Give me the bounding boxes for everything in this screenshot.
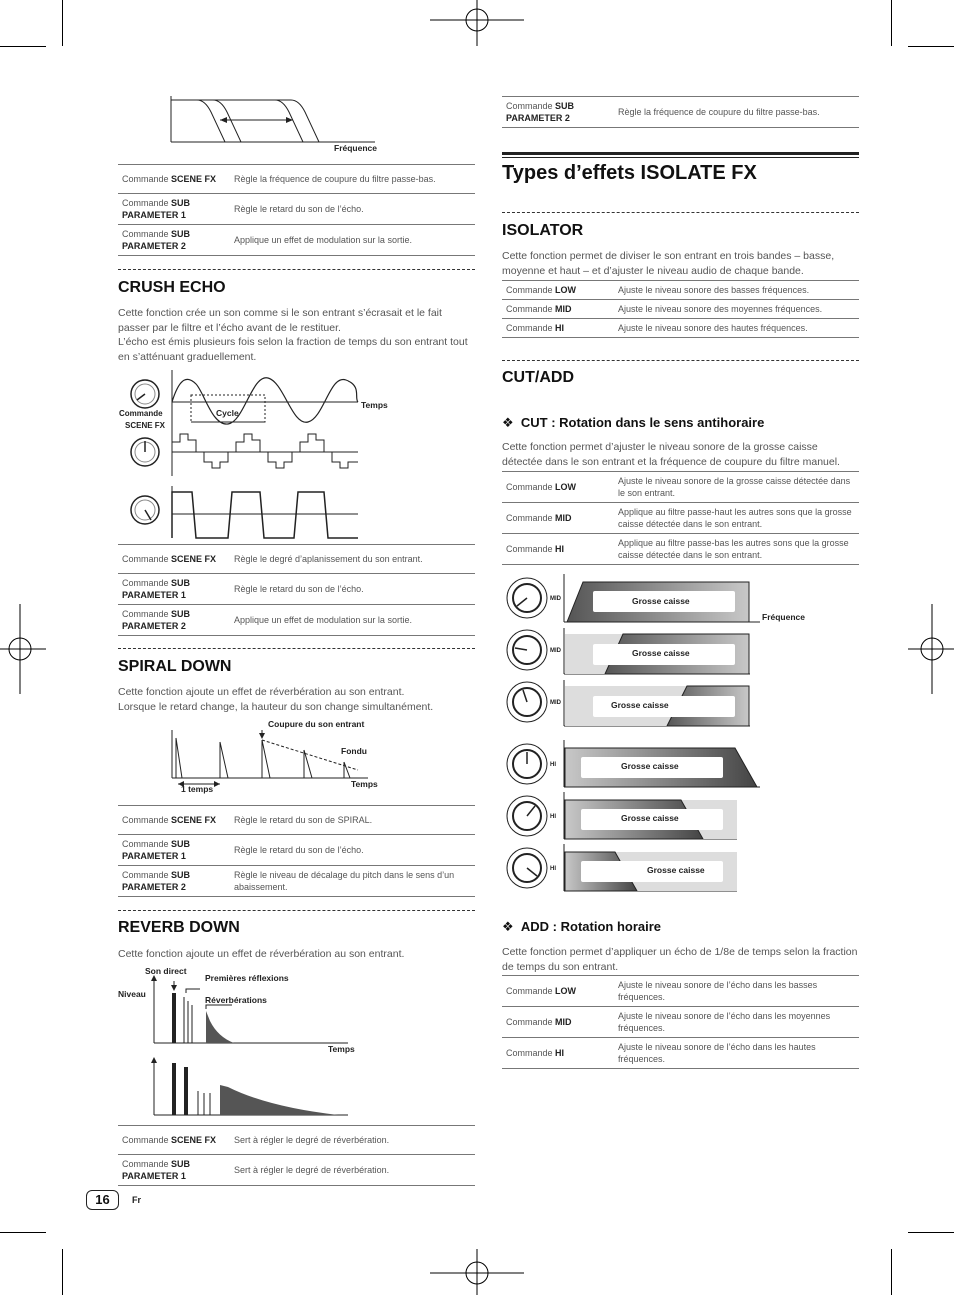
description-cell: Règle le retard du son de l’écho.: [230, 194, 475, 225]
commande-label: Commande: [119, 409, 163, 418]
crop-mark: [908, 1232, 954, 1233]
kick-label: Grosse caisse: [621, 761, 679, 771]
command-cell: Commande SUB PARAMETER 1: [118, 194, 230, 225]
table-row: [502, 472, 859, 503]
mid-knob-label: MID: [550, 596, 561, 602]
reverb-down-desc: Cette fonction ajoute un effet de réverbération au son entrant.: [118, 948, 405, 960]
command-cell: Commande SUB PARAMETER 1: [118, 1155, 230, 1186]
command-cell: Commande SCENE FX: [118, 806, 230, 835]
fade-label: Fondu: [341, 746, 367, 756]
time-label: Temps: [351, 779, 378, 789]
language-label: Fr: [132, 1195, 141, 1205]
table-row: [118, 225, 475, 256]
command-cell: Commande MID: [502, 1007, 614, 1038]
description-cell: Ajuste le niveau sonore de la grosse caisse détectée dans le son entrant.: [614, 472, 859, 503]
description-cell: Applique au filtre passe-bas les autres sons que la grosse caisse détectée dans le son entrant.: [614, 534, 859, 565]
description-cell: Règle le degré d’aplanissement du son entrant.: [230, 545, 475, 574]
command-cell: Commande LOW: [502, 472, 614, 503]
isolate-fx-title: Types d’effets ISOLATE FX: [502, 162, 757, 184]
registration-mark: [430, 0, 524, 46]
section-divider: [502, 360, 859, 361]
frequency-label: Fréquence: [762, 612, 805, 622]
crop-mark: [0, 1232, 46, 1233]
crop-mark: [908, 46, 954, 47]
description-cell: Ajuste le niveau sonore des moyennes fréquences.: [614, 300, 859, 319]
command-cell: Commande SCENE FX: [118, 1126, 230, 1155]
cutoff-label: Coupure du son entrant: [268, 719, 365, 729]
crop-mark: [0, 46, 46, 47]
hi-knob-label: HI: [550, 866, 556, 872]
add-desc: Cette fonction permet d’appliquer un écho de 1/8e de temps selon la fraction de temps du son entrant.: [502, 946, 858, 973]
command-cell: Commande SUB PARAMETER 2: [118, 866, 230, 897]
table-row: [118, 866, 475, 897]
table-row: [118, 806, 475, 835]
scene-fx-label: SCENE FX: [125, 421, 166, 430]
reverberations-label: Réverbérations: [205, 995, 267, 1005]
kick-label: Grosse caisse: [647, 865, 705, 875]
table-row: [118, 194, 475, 225]
table-row: [502, 281, 859, 300]
table-row: [502, 300, 859, 319]
description-cell: Sert à régler le degré de réverbération.: [230, 1155, 475, 1186]
add-table: [502, 975, 859, 1069]
crop-mark: [62, 1249, 63, 1295]
isolator-title: ISOLATOR: [502, 222, 584, 239]
frequency-label: Fréquence: [334, 143, 377, 153]
description-cell: Ajuste le niveau sonore des basses fréquences.: [614, 281, 859, 300]
spiral-down-diagram: [168, 728, 368, 790]
hi-knob-label: HI: [550, 814, 556, 820]
table-row: [502, 503, 859, 534]
table-row: [118, 605, 475, 636]
command-cell: Commande SCENE FX: [118, 545, 230, 574]
level-label: Niveau: [118, 989, 146, 999]
table-row: [502, 976, 859, 1007]
crush-top-table: [118, 164, 475, 256]
crush-echo-desc: Cette fonction crée un son comme si le son entrant s’écrasait et le fait passer par le filtre et l’écho avant de le restituer. L’écho est émis plusieurs fois selon la fraction de temps du son entrant tout en s’atténuant graduellement.: [118, 307, 468, 363]
description-cell: Ajuste le niveau sonore de l’écho dans les basses fréquences.: [614, 976, 859, 1007]
section-divider: [502, 212, 859, 213]
crop-mark: [891, 1249, 892, 1295]
command-cell: Commande SUB PARAMETER 2: [118, 225, 230, 256]
command-cell: Commande SUB PARAMETER 1: [118, 574, 230, 605]
command-cell: Commande SUB PARAMETER 2: [502, 97, 614, 128]
right-top-table: [502, 96, 859, 128]
registration-mark: [908, 604, 954, 694]
crop-mark: [62, 0, 63, 46]
description-cell: Règle le retard du son de l’écho.: [230, 574, 475, 605]
command-cell: Commande HI: [502, 534, 614, 565]
table-row: [118, 835, 475, 866]
command-cell: Commande SCENE FX: [118, 165, 230, 194]
command-cell: Commande SUB PARAMETER 1: [118, 835, 230, 866]
early-reflections-label: Premières réflexions: [205, 973, 289, 983]
description-cell: Applique un effet de modulation sur la sortie.: [230, 225, 475, 256]
title-rule: [502, 157, 859, 158]
kick-filter-diagrams: [505, 572, 765, 902]
spiral-down-desc: Cette fonction ajoute un effet de réverbération au son entrant. Lorsque le retard change, la hauteur du son change simultanément.: [118, 686, 434, 713]
description-cell: Règle le retard du son de l’écho.: [230, 835, 475, 866]
description-cell: Règle la fréquence de coupure du filtre passe-bas.: [614, 97, 859, 128]
table-row: [118, 574, 475, 605]
crush-echo-title: CRUSH ECHO: [118, 279, 226, 296]
time-label: Temps: [361, 400, 388, 410]
table-row: [118, 165, 475, 194]
description-cell: Règle le retard du son de SPIRAL.: [230, 806, 475, 835]
isolator-desc: Cette fonction permet de diviser le son entrant en trois bandes – basse, moyenne et haut – et d’ajuster le niveau audio de chaque bande.: [502, 250, 835, 277]
crush-echo-table: [118, 544, 475, 636]
cycle-label: Cycle: [216, 408, 239, 418]
table-row: [118, 1155, 475, 1186]
description-cell: Applique un effet de modulation sur la sortie.: [230, 605, 475, 636]
table-row: [502, 1038, 859, 1069]
page-number: 16: [86, 1190, 119, 1210]
table-row: [502, 1007, 859, 1038]
command-cell: Commande HI: [502, 1038, 614, 1069]
command-cell: Commande LOW: [502, 976, 614, 1007]
one-beat-label: 1 temps: [181, 784, 214, 794]
description-cell: Règle la fréquence de coupure du filtre passe-bas.: [230, 165, 475, 194]
description-cell: Applique au filtre passe-haut les autres sons que la grosse caisse détectée dans le son entrant.: [614, 503, 859, 534]
cut-subheading: ❖ CUT : Rotation dans le sens antihoraire: [502, 415, 765, 430]
table-row: [118, 545, 475, 574]
section-divider: [118, 648, 475, 649]
direct-sound-label: Son direct: [145, 966, 187, 976]
command-cell: Commande LOW: [502, 281, 614, 300]
description-cell: Sert à régler le degré de réverbération.: [230, 1126, 475, 1155]
crop-mark: [891, 0, 892, 46]
kick-label: Grosse caisse: [632, 648, 690, 658]
reverb-down-table: [118, 1125, 475, 1186]
registration-mark: [0, 604, 46, 694]
command-cell: Commande MID: [502, 503, 614, 534]
reverb-down-title: REVERB DOWN: [118, 919, 240, 936]
cut-table: [502, 471, 859, 565]
hi-knob-label: HI: [550, 762, 556, 768]
command-cell: Commande SUB PARAMETER 2: [118, 605, 230, 636]
table-row: [502, 97, 859, 128]
table-row: [502, 534, 859, 565]
command-cell: Commande MID: [502, 300, 614, 319]
section-divider: [118, 269, 475, 270]
spiral-down-table: [118, 805, 475, 897]
table-row: [502, 319, 859, 338]
mid-knob-label: MID: [550, 700, 561, 706]
crush-echo-waveform-diagram: [118, 368, 398, 540]
isolator-table: [502, 280, 859, 338]
time-label: Temps: [328, 1044, 355, 1054]
registration-mark: [430, 1249, 524, 1295]
description-cell: Ajuste le niveau sonore des hautes fréquences.: [614, 319, 859, 338]
cut-desc: Cette fonction permet d’ajuster le niveau sonore de la grosse caisse détectée dans le son entrant et la fréquence de coupure du filtre manuel.: [502, 441, 840, 468]
kick-label: Grosse caisse: [621, 813, 679, 823]
kick-label: Grosse caisse: [632, 596, 690, 606]
spiral-down-title: SPIRAL DOWN: [118, 658, 232, 675]
command-cell: Commande HI: [502, 319, 614, 338]
mid-knob-label: MID: [550, 648, 561, 654]
description-cell: Ajuste le niveau sonore de l’écho dans les moyennes fréquences.: [614, 1007, 859, 1038]
title-rule: [502, 152, 859, 155]
description-cell: Ajuste le niveau sonore de l’écho dans les hautes fréquences.: [614, 1038, 859, 1069]
cut-add-title: CUT/ADD: [502, 369, 574, 386]
kick-label: Grosse caisse: [611, 700, 669, 710]
add-subheading: ❖ ADD : Rotation horaire: [502, 919, 662, 934]
description-cell: Règle le niveau de décalage du pitch dans le sens d’un abaissement.: [230, 866, 475, 897]
section-divider: [118, 910, 475, 911]
table-row: [118, 1126, 475, 1155]
